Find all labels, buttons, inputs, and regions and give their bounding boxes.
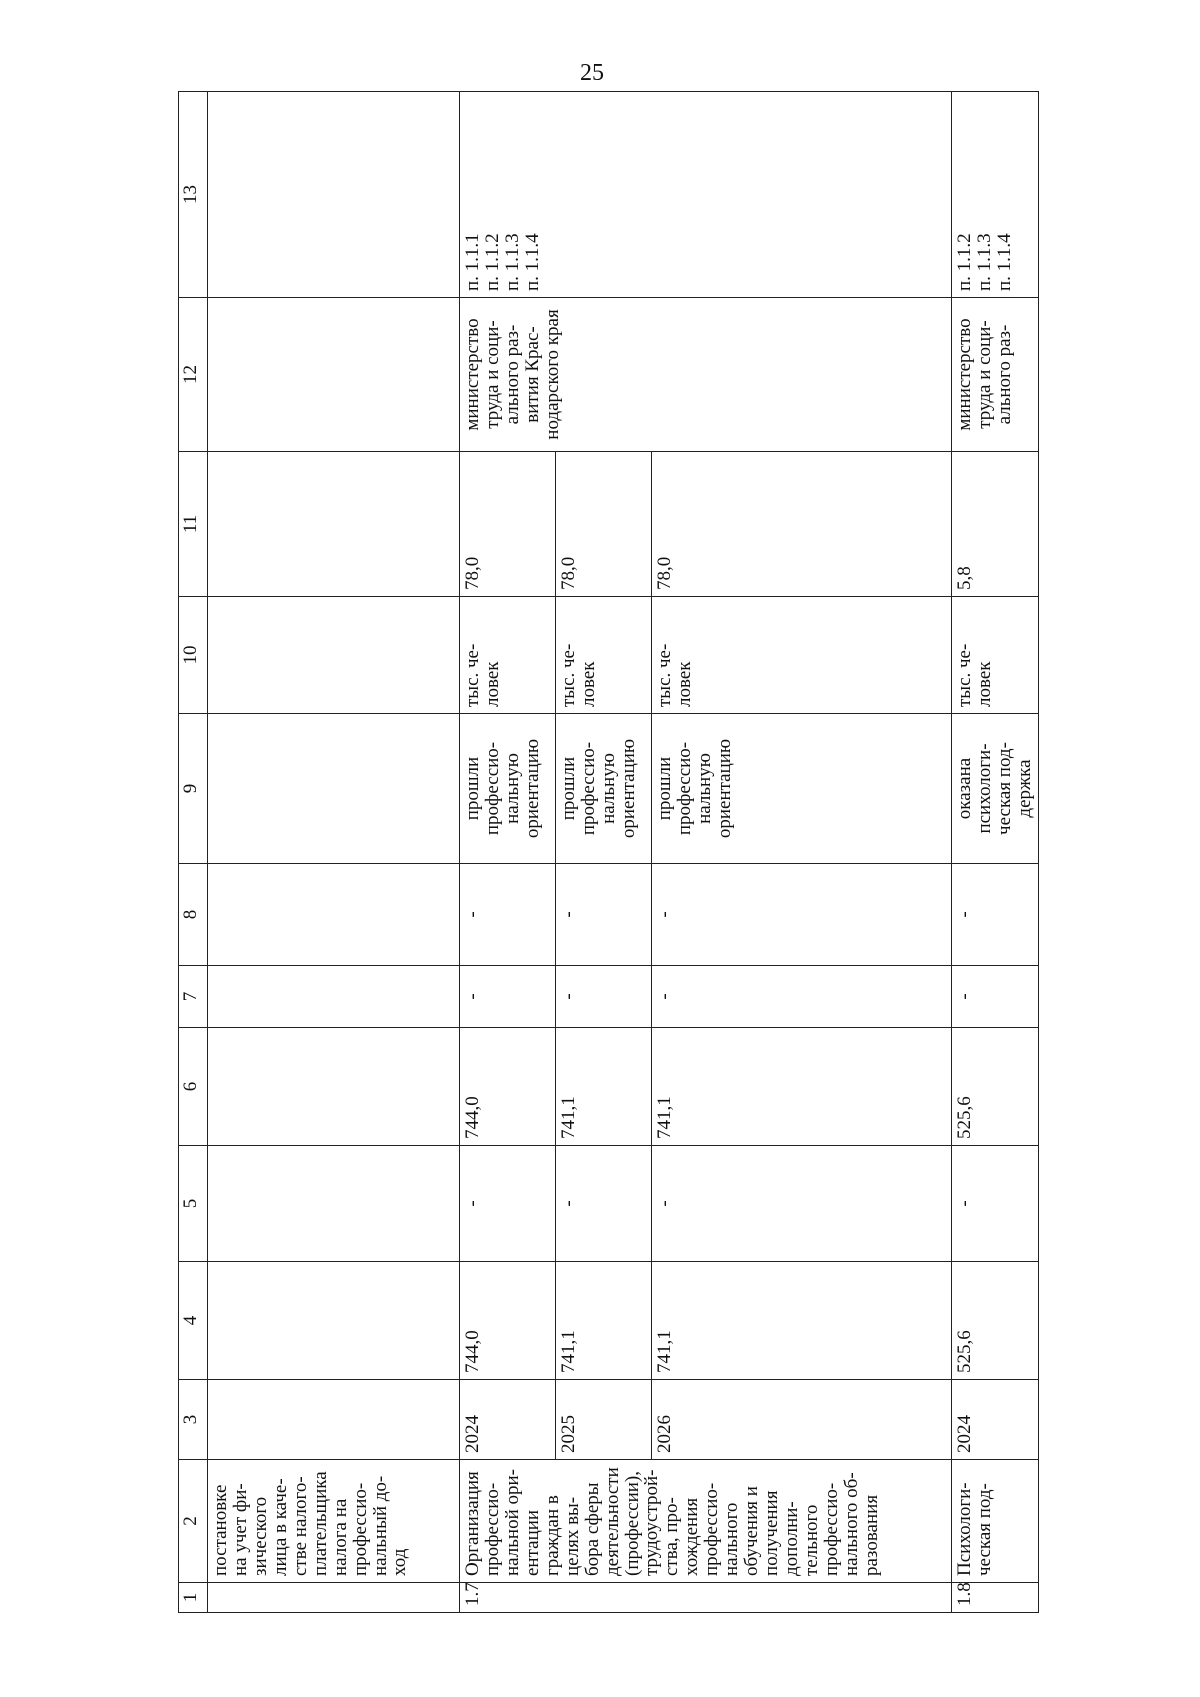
value-cell: 741,1 — [556, 1028, 652, 1146]
table-row — [952, 92, 1039, 1613]
value-cell: - — [556, 1146, 652, 1262]
value-cell: 741,1 — [652, 1262, 952, 1380]
year-cell: 2024 — [952, 1380, 1039, 1460]
executor-cell: министерство труда и соци-ального раз-вития Крас-нодарского края — [460, 298, 952, 452]
header-cell: 3 — [179, 1380, 208, 1460]
row-name: Организация профессио-нальной ори-ентации граждан в целях вы-бора сферы деятельности (профессии), трудоустрой-ства, про-хождения профессио-нального обучения и получения дополни-тельного профессио-нального об-разования — [460, 1460, 952, 1583]
row-number: 1.8 — [952, 1583, 1039, 1613]
value-cell: - — [952, 966, 1039, 1028]
header-cell: 12 — [179, 298, 208, 452]
header-cell: 7 — [179, 966, 208, 1028]
header-cell: 11 — [179, 452, 208, 597]
header-cell: 6 — [179, 1028, 208, 1146]
header-cell: 10 — [179, 597, 208, 714]
header-cell: 9 — [179, 714, 208, 864]
header-row — [179, 92, 208, 1613]
row-name: Психологи-ческая под- — [952, 1460, 1039, 1583]
page-number: 25 — [580, 60, 604, 86]
value-cell: 525,6 — [952, 1262, 1039, 1380]
unit-cell: тыс. че-ловек — [952, 597, 1039, 714]
value-cell: - — [460, 966, 556, 1028]
value-cell: - — [652, 966, 952, 1028]
year-cell: 2025 — [556, 1380, 652, 1460]
row-number: 1.7 — [460, 1583, 952, 1613]
result-cell: прошли профессио-нальную ориентацию — [652, 714, 952, 864]
table-row — [208, 92, 460, 1613]
refs-cell: п. 1.1.2 п. 1.1.3 п. 1.1.4 — [952, 92, 1039, 298]
value-cell: - — [952, 1146, 1039, 1262]
value-cell: - — [556, 864, 652, 966]
value-cell: - — [460, 1146, 556, 1262]
value-cell: - — [556, 966, 652, 1028]
value-cell: 744,0 — [460, 1028, 556, 1146]
year-cell: 2026 — [652, 1380, 952, 1460]
value-cell: 744,0 — [460, 1262, 556, 1380]
value-cell: 525,6 — [952, 1028, 1039, 1146]
value-cell: - — [652, 864, 952, 966]
table-row — [460, 92, 556, 1613]
header-cell: 5 — [179, 1146, 208, 1262]
header-cell: 4 — [179, 1262, 208, 1380]
header-cell: 8 — [179, 864, 208, 966]
indicator-cell: 5,8 — [952, 452, 1039, 597]
unit-cell: тыс. че-ловек — [460, 597, 556, 714]
header-cell: 2 — [179, 1460, 208, 1583]
result-cell: прошли профессио-нальную ориентацию — [556, 714, 652, 864]
value-cell: - — [952, 864, 1039, 966]
indicator-cell: 78,0 — [556, 452, 652, 597]
row0-description: постановке на учет фи-зического лица в каче-стве налого-плательщика налога на профессио-нальный до-ход — [208, 1460, 460, 1583]
indicator-cell: 78,0 — [652, 452, 952, 597]
refs-cell: п. 1.1.1 п. 1.1.2 п. 1.1.3 п. 1.1.4 — [460, 92, 952, 298]
unit-cell: тыс. че-ловек — [652, 597, 952, 714]
value-cell: - — [460, 864, 556, 966]
header-cell: 1 — [179, 1583, 208, 1613]
value-cell: 741,1 — [556, 1262, 652, 1380]
rotated-table-container — [178, 92, 1100, 1613]
year-cell: 2024 — [460, 1380, 556, 1460]
data-table — [178, 91, 1039, 1613]
header-cell: 13 — [179, 92, 208, 298]
indicator-cell: 78,0 — [460, 452, 556, 597]
unit-cell: тыс. че-ловек — [556, 597, 652, 714]
result-cell: оказана психологи-ческая под-держка — [952, 714, 1039, 864]
value-cell: 741,1 — [652, 1028, 952, 1146]
value-cell: - — [652, 1146, 952, 1262]
result-cell: прошли профессио-нальную ориентацию — [460, 714, 556, 864]
executor-cell: министерство труда и соци-ального раз- — [952, 298, 1039, 452]
